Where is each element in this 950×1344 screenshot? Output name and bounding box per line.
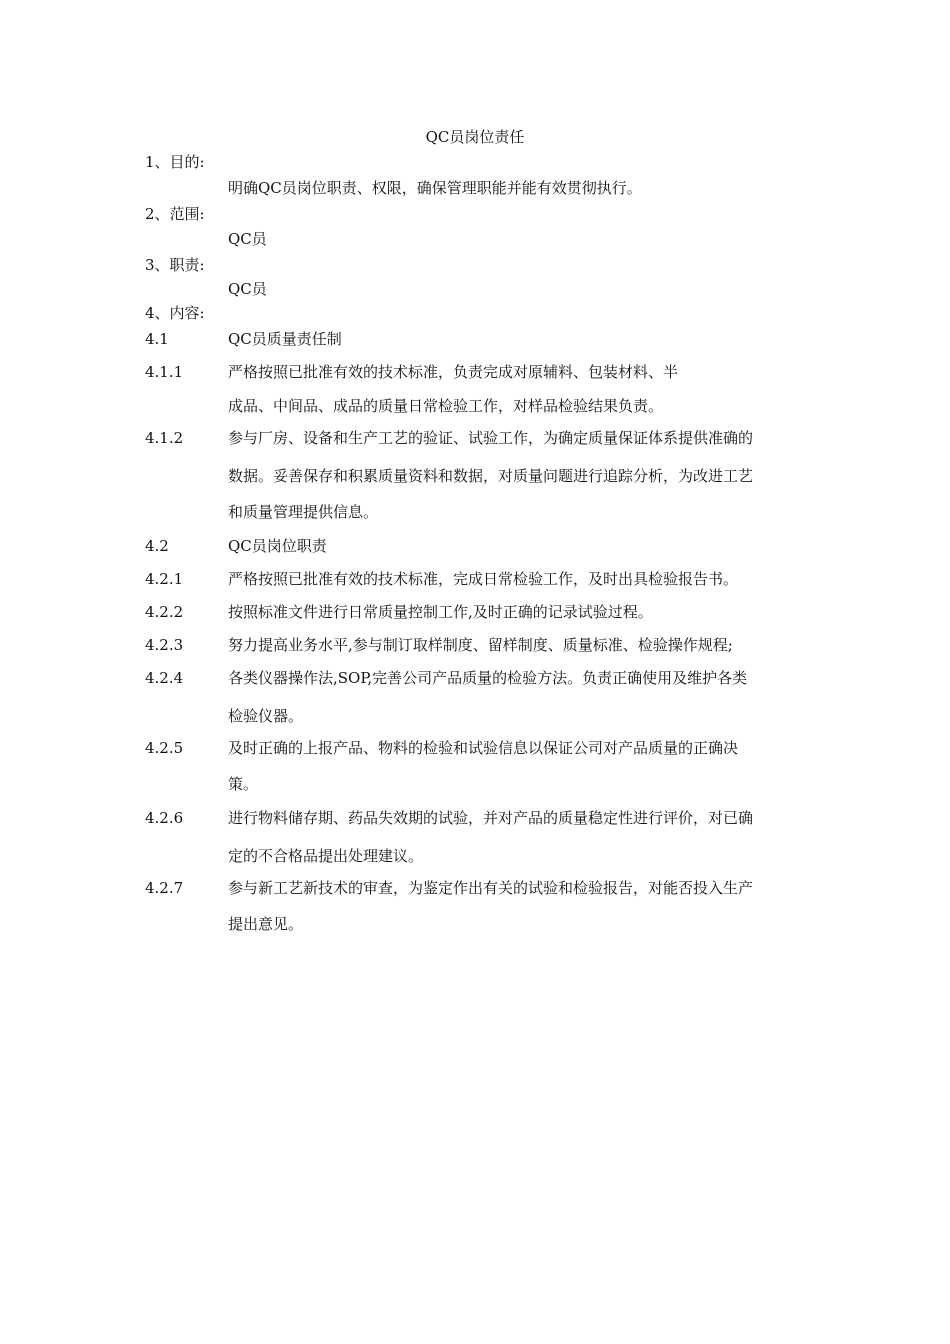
item-text-line: 严格按照已批准有效的技术标准，完成日常检验工作，及时出具检验报告书。: [228, 570, 739, 588]
item-text-line: 进行物料储存期、药品失效期的试验，并对产品的质量稳定性进行评价，对已确: [228, 809, 754, 827]
item-text-line: 检验仪器。: [228, 707, 304, 725]
section-4-heading: 4、内容:: [145, 304, 205, 322]
item-number: 4.1: [145, 330, 169, 348]
item-text-line: 定的不合格品提出处理建议。: [228, 847, 424, 865]
item-text-line: QC员质量责任制: [228, 330, 342, 348]
item-number: 4.2.5: [145, 739, 184, 757]
section-3-heading: 3、职责:: [145, 256, 205, 274]
item-text-line: 参与新工艺新技术的审查，为鉴定作出有关的试验和检验报告，对能否投入生产: [228, 879, 754, 897]
item-number: 4.2: [145, 537, 169, 555]
section-3-text: QC员: [228, 280, 267, 298]
item-text-line: 各类仪器操作法,SOP,完善公司产品质量的检验方法。负责正确使用及维护各类: [228, 669, 748, 687]
item-text-line: QC员岗位职责: [228, 537, 327, 555]
item-number: 4.1.1: [145, 363, 184, 381]
section-1-text: 明确QC员岗位职责、权限，确保管理职能并能有效贯彻执行。: [228, 179, 642, 197]
item-text-line: 提出意见。: [228, 915, 304, 933]
item-number: 4.1.2: [145, 429, 184, 447]
item-number: 4.2.7: [145, 879, 184, 897]
item-number: 4.2.3: [145, 636, 184, 654]
item-number: 4.2.4: [145, 669, 184, 687]
item-text-line: 严格按照已批准有效的技术标准，负责完成对原辅料、包装材料、半: [228, 363, 679, 381]
item-number: 4.2.2: [145, 603, 184, 621]
section-2-text: QC员: [228, 230, 267, 248]
item-text-line: 策。: [228, 775, 259, 793]
item-number: 4.2.6: [145, 809, 184, 827]
item-number: 4.2.1: [145, 570, 184, 588]
item-text-line: 和质量管理提供信息。: [228, 503, 379, 521]
section-2-heading: 2、范围:: [145, 205, 205, 223]
document-title: QC员岗位责任: [425, 128, 525, 146]
item-text-line: 数据。妥善保存和积累质量资料和数据，对质量问题进行追踪分析，为改进工艺: [228, 467, 754, 485]
item-text-line: 努力提高业务水平,参与制订取样制度、留样制度、质量标准、检验操作规程;: [228, 636, 733, 654]
item-text-line: 按照标准文件进行日常质量控制工作,及时正确的记录试验过程。: [228, 603, 653, 621]
item-text-line: 参与厂房、设备和生产工艺的验证、试验工作，为确定质量保证体系提供准确的: [228, 429, 754, 447]
section-1-heading: 1、目的:: [145, 153, 205, 171]
item-text-line: 及时正确的上报产品、物料的检验和试验信息以保证公司对产品质量的正确决: [228, 739, 739, 757]
item-text-line: 成品、中间品、成品的质量日常检验工作，对样品检验结果负责。: [228, 397, 664, 415]
